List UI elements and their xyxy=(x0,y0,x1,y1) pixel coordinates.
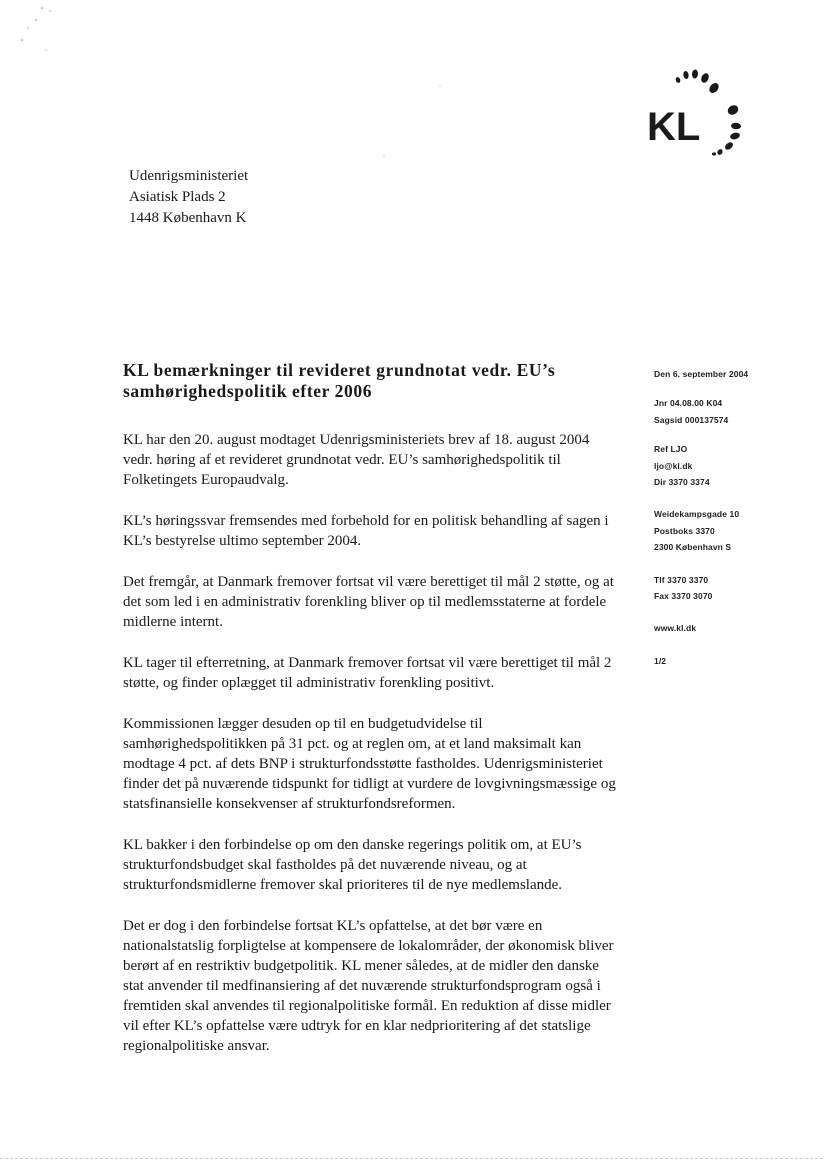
sender-postbox: Postboks 3370 xyxy=(654,525,715,536)
document-title xyxy=(123,360,623,402)
paragraph: KL’s høringssvar fremsendes med forbehold for en politisk behandling af sagen i KL’s bestyrelse ultimo september 2004. xyxy=(123,513,609,549)
case-id: Sagsid 000137574 xyxy=(654,414,729,425)
title-line-2: samhørighedspolitik efter 2006 xyxy=(123,381,373,401)
letter-body xyxy=(123,430,620,1077)
website: www.kl.dk xyxy=(654,623,697,634)
kl-logo-text: KL xyxy=(647,105,701,149)
direct-phone: Dir 3370 3374 xyxy=(654,477,710,488)
letter-date: Den 6. september 2004 xyxy=(654,369,749,379)
sender-street: Weidekampsgade 10 xyxy=(654,509,740,520)
phone-number: Tlf 3370 3370 xyxy=(654,574,709,585)
recipient-name: Udenrigsministeriet xyxy=(129,168,249,184)
page-number: 1/2 xyxy=(654,655,667,666)
recipient-city: 1448 København K xyxy=(129,210,247,226)
reference: Ref LJO xyxy=(654,444,688,455)
journal-number: Jnr 04.08.00 K04 xyxy=(654,398,723,409)
scan-edge-line xyxy=(0,1158,825,1159)
recipient-address xyxy=(129,166,248,229)
paragraph: Det fremgår, at Danmark fremover fortsat vil være berettiget til mål 2 støtte, og at det som led i en administrativ forenkling bliver op til medlemsstaterne at fordele midlerne internt. xyxy=(123,574,614,630)
paragraph: KL tager til efterretning, at Danmark fremover fortsat vil være berettiget til mål 2 støtte, og finder oplægget til administrativ forenkling positivt. xyxy=(123,655,612,691)
kl-logo-icon xyxy=(645,68,755,168)
fax-number: Fax 3370 3070 xyxy=(654,591,713,602)
sender-email: ljo@kl.dk xyxy=(654,460,693,471)
title-line-1: KL bemærkninger til revideret grundnotat vedr. EU’s xyxy=(123,360,556,380)
recipient-street: Asiatisk Plads 2 xyxy=(129,189,226,205)
paragraph: KL har den 20. august modtaget Udenrigsministeriets brev af 18. august 2004 vedr. høring af et revideret grundnotat vedr. EU’s samhørighedspolitik til Folketingets Europaudvalg. xyxy=(123,432,590,488)
sender-info-column xyxy=(654,366,748,669)
sender-city: 2300 København S xyxy=(654,542,732,553)
paragraph: KL bakker i den forbindelse op om den danske regerings politik om, at EU’s strukturfondsbudget skal fastholdes på det nuværende niveau, og at strukturfondsmidlerne fremover skal prioriteres til de nye medlemslande. xyxy=(123,837,582,893)
paragraph: Kommissionen lægger desuden op til en budgetudvidelse til samhørighedspolitikken på 31 pct. og at reglen om, at et land maksimalt kan modtage 4 pct. af dets BNP i strukturfondsstøtte fastholdes. Udenrigsministeriet finder det på nuværende tidspunkt for tidligt at vurdere de lovgivningsmæssige og statsfinansielle konsekvenser af strukturfondsreformen. xyxy=(123,716,616,812)
paragraph: Det er dog i den forbindelse fortsat KL’s opfattelse, at det bør være en nationalstatslig forpligtelse at kompensere de lokalområder, der økonomisk bliver berørt af en restriktiv budgetpolitik. KL mener således, at de midler den danske stat anvender til medfinansiering af det nuværende strukturfondsprogram også i fremtiden skal anvendes til regionalpolitiske formål. En reduktion af disse midler vil efter KL’s opfattelse være udtryk for en klar nedprioritering af det statslige regionalpolitiske ansvar. xyxy=(123,918,614,1054)
kl-logo xyxy=(645,68,755,168)
